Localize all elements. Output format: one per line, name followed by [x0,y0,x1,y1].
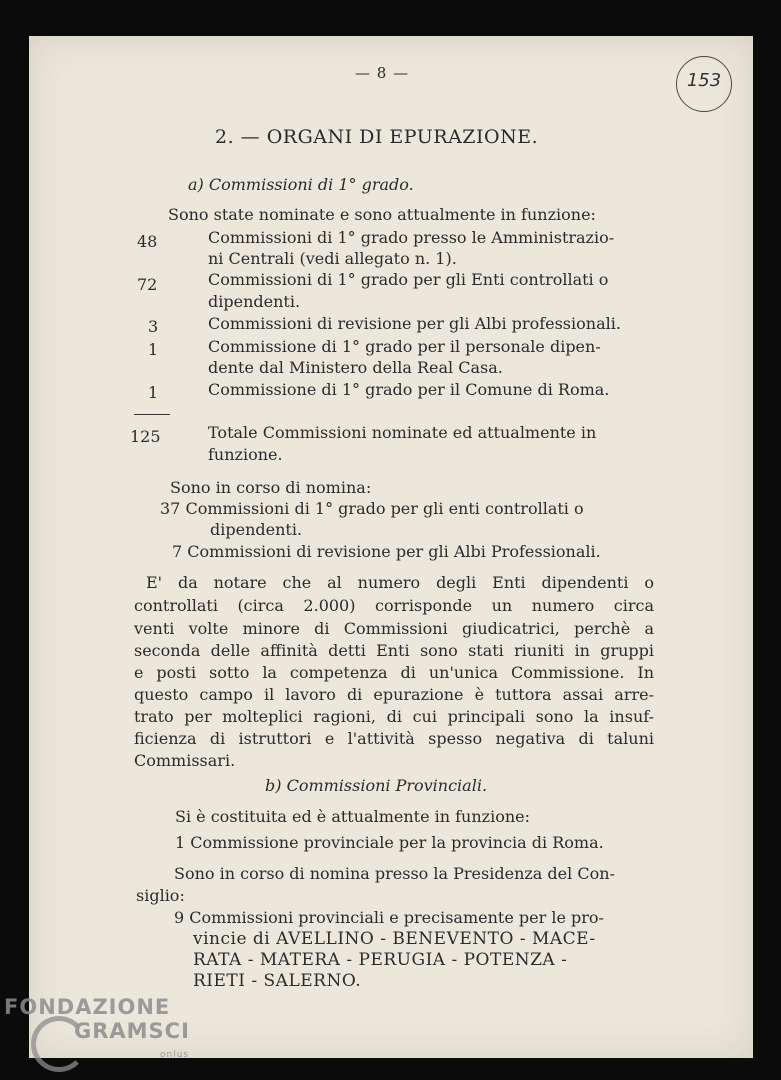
entry-count: 48 [137,232,158,251]
section-b-intro: Si è costituita ed è attualmente in funzione: [175,807,530,826]
total-count: 125 [130,427,161,446]
section-b-pending-intro: siglio: [136,886,185,905]
paragraph-line: controllati (circa 2.000) corrisponde un numero circa [134,596,654,615]
watermark-line: onlus [160,1050,190,1060]
entry-count: 3 [148,317,159,336]
watermark-line: GRAMSCI [74,1019,190,1043]
entry-count: 1 [148,383,159,402]
entry-line: Commissioni di 1° grado presso le Amministrazio- [208,228,615,247]
paragraph-line: seconda delle affinità detti Enti sono stati riuniti in gruppi [134,641,654,660]
archive-watermark [4,995,190,1067]
total-line: Totale Commissioni nominate ed attualmente in [208,423,597,442]
paragraph-line: trato per molteplici ragioni, di cui principali sono la insuf- [134,707,654,726]
section-b-pending-line: vincie di AVELLINO - BENEVENTO - MACE- [193,929,596,949]
entry-line: dipendenti. [208,292,301,311]
section-b-entry: 1 Commissione provinciale per la provincia di Roma. [175,833,604,852]
entry-line: Commissione di 1° grado per il Comune di Roma. [208,380,610,399]
subsection-a-heading: a) Commissioni di 1° grado. [188,175,414,194]
section-b-pending-line: 9 Commissioni provinciali e precisamente per le pro- [174,908,604,927]
sum-rule [134,414,170,415]
section-b-pending-line: RIETI - SALERNO. [193,971,362,991]
entry-line: Commissioni di revisione per gli Albi professionali. [208,314,621,333]
paragraph-line: E' da notare che al numero degli Enti dipendenti o [146,573,654,592]
paragraph-line: ficienza di istruttori e l'attività spesso negativa di taluni [134,729,654,748]
entry-count: 72 [137,275,158,294]
pending-line: 7 Commissioni di revisione per gli Albi Professionali. [172,542,601,561]
subsection-b-heading: b) Commissioni Provinciali. [265,776,488,795]
page-number: — 8 — [355,64,410,82]
archive-stamp-number: 153 [686,70,722,91]
section-title: 2. — ORGANI DI EPURAZIONE. [215,126,539,148]
paragraph-line: questo campo il lavoro di epurazione è tuttora assai arre- [134,685,654,704]
total-line: funzione. [208,445,283,464]
entry-line: Commissione di 1° grado per il personale dipen- [208,337,601,356]
entry-line: dente dal Ministero della Real Casa. [208,358,503,377]
entry-count: 1 [148,340,159,359]
pending-line: dipendenti. [210,520,303,539]
paragraph-line: Commissari. [134,751,236,770]
section-b-pending-line: RATA - MATERA - PERUGIA - POTENZA - [193,950,568,970]
entry-line: Commissioni di 1° grado per gli Enti controllati o [208,270,609,289]
pending-line: 37 Commissioni di 1° grado per gli enti controllati o [160,499,584,518]
section-b-pending-intro: Sono in corso di nomina presso la Presidenza del Con- [174,864,615,883]
archive-stamp [676,56,732,112]
paragraph-line: venti volte minore di Commissioni giudicatrici, perchè a [134,619,654,638]
paragraph-line: e posti sotto la competenza di un'unica Commissione. In [134,663,654,682]
watermark-line: FONDAZIONE [4,995,171,1019]
entry-line: ni Centrali (vedi allegato n. 1). [208,249,457,268]
pending-intro: Sono in corso di nomina: [170,478,372,497]
section-a-intro: Sono state nominate e sono attualmente in funzione: [168,205,596,224]
